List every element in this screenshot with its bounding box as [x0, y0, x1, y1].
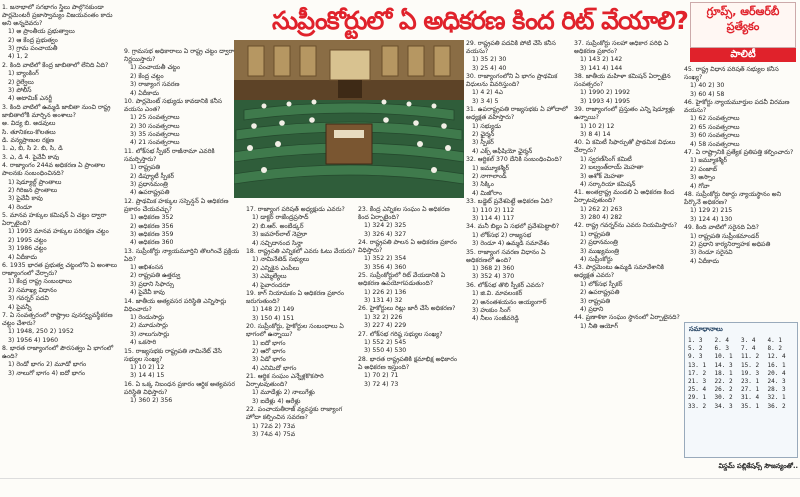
- question-text: 38. జాతీయ మహిళా కమిషన్ ఏర్పాటైన సంవత్సరం?: [574, 73, 671, 89]
- question-text: 27. లోక్‌సభ గరిష్ఠ సభ్యుల సంఖ్య?: [358, 330, 443, 338]
- question-text: 19. కాగ్ నియామకం ఏ అధికరణ ప్రకారం జరుగుతుంది?: [246, 290, 344, 305]
- question-option: 3) 35 సంవత్సరాలు: [130, 131, 180, 139]
- question-text: 5. మానవ హక్కుల కమిషన్ ఏ చట్టం ద్వారా ఏర్పాటైంది?: [2, 212, 107, 228]
- question-option: 3) 326 4) 327: [364, 230, 407, 238]
- question-option: 2) ఎన్నికైన ఎంపీలు: [252, 264, 300, 272]
- question-text: 43. పార్లమెంటు ఉమ్మడి సమావేశానికి అధ్యక్షత ఎవరు?: [574, 264, 665, 280]
- question-text: 1. జనాభాలో సగభాగం స్త్రీలు పాల్గొనకుండా పార్లమెంటరీ ప్రజాస్వామ్యం విజయవంతం కాదు అని అన్నదెవరు?: [2, 4, 113, 27]
- question-option: 4) ఎనిమిదో భాగం: [252, 364, 297, 372]
- question-column-7: [684, 66, 796, 320]
- question-option: 37. సుప్రీంకోర్టు సలహా అధికార పరిధి ఏ అధికరణ ప్రకారం?: [574, 40, 669, 55]
- question-option: 3) పోలీస్: [8, 87, 32, 95]
- question-option: 2) అనంతశయనం అయ్యంగార్: [472, 298, 547, 306]
- question-option: 48. సుప్రీంకోర్టు రికార్డు న్యాయస్థానం అని పేర్కొనే అధికరణ?: [684, 191, 782, 206]
- question-option: 2) రాష్ట్రపతి ఉత్తర్వు: [130, 272, 181, 280]
- question-text: 34. మనీ బిల్లు ఏ సభలో ప్రవేశపెట్టాలి?: [466, 223, 560, 231]
- question-text: 31. ఉపరాష్ట్రపతి రాజ్యసభకు ఏ హోదాలో అధ్యక్షత వహిస్తారు?: [466, 106, 568, 122]
- question-option: 3) 150 4) 151: [252, 314, 295, 322]
- question-option: 3) ఐదేళ్లు 4) ఆరేళ్లు: [252, 397, 301, 405]
- question-option: 3) 1986 చట్టం: [8, 245, 47, 253]
- question-option: 3) 74వ 4) 75వ: [252, 430, 296, 438]
- question-text: సి. తూనికలు-కొలతలు: [2, 128, 56, 136]
- question-option: 3) గవర్నర్ పదవి: [8, 295, 49, 303]
- question-option: 4) 21 సంవత్సరాలు: [130, 139, 180, 147]
- question-option: 3) స్పీకర్: [472, 139, 494, 147]
- question-option: 3) అధికరణ 359: [130, 230, 174, 238]
- question-text: 11. లోక్‌సభ స్పీకర్ రాజీనామా ఎవరికి సమర్పిస్తారు?: [124, 147, 215, 163]
- question-option: 2) డిప్యూటీ స్పీకర్: [130, 172, 175, 180]
- question-option: 3) 3 4) 5: [472, 97, 499, 105]
- question-option: 3) 280 4) 282: [580, 214, 623, 222]
- question-text: 36. లోక్‌సభ తొలి స్పీకర్ ఎవరు?: [466, 281, 545, 289]
- question-text: 4. రాజ్యాంగం 244వ అధికరణ ఏ ప్రాంతాల పాలనకు సంబంధించినది?: [2, 162, 106, 178]
- question-text: 39. రాజ్యాంగంలో ప్రస్తుతం ఎన్ని షెడ్యూళ్లు ఉన్నాయి?: [574, 106, 675, 122]
- question-text: 28. భారత రాష్ట్రపతికి క్షమాభిక్ష అధికారం ఏ అధికరణ ఇస్తుంది?: [358, 355, 458, 371]
- question-option: 3) రాజ్యాంగ సవరణ: [130, 81, 180, 89]
- question-option: 3) హుకుం సింగ్: [472, 307, 511, 314]
- question-option: 3) రెండూ 4) ఉమ్మడి సమావేశం: [472, 240, 550, 248]
- question-option: 4) ఒకసారి: [130, 339, 157, 347]
- answer-key-grid: [688, 337, 794, 410]
- question-option: 3) గ్రామ పంచాయతీ: [8, 45, 58, 53]
- answer-entry: 4. 1: [767, 337, 782, 344]
- question-option: 1) జమ్మూకశ్మీర్: [472, 164, 509, 172]
- answer-entry: 23. 1: [741, 377, 760, 385]
- question-option: 1) లోక్‌సభ 2) రాజ్యసభ: [472, 231, 532, 239]
- answer-entry: 11. 2: [741, 353, 760, 361]
- answer-entry: 5. 2: [688, 345, 703, 353]
- question-option: 4) పైవారందరూ: [252, 281, 291, 289]
- question-text: 44. ప్రణాళికా సంఘం స్థానంలో ఏర్పాటైనది?: [574, 314, 680, 322]
- exam-group-label: గ్రూప్స్, ఆర్‌ఆర్‌బీ: [706, 5, 780, 18]
- answer-entry: 15. 2: [741, 361, 760, 369]
- question-option: 1) 70 2) 71: [364, 372, 399, 380]
- question-option: 3) జవహర్‌లాల్ నెహ్రూ: [252, 231, 308, 239]
- question-option: 1) 368 2) 360: [472, 264, 515, 272]
- question-option: 1) నీతి ఆయోగ్: [580, 322, 618, 330]
- question-option: 1) 129 2) 215: [690, 207, 733, 215]
- question-option: 4) రెండూ: [8, 203, 32, 211]
- question-option: 2) ప్రధాని కార్యనిర్వాహక అధిపతి: [690, 241, 771, 249]
- question-option: 13. సుప్రీంకోర్టు న్యాయమూర్తిని తొలగించే ప్రక్రియ ఏది?: [124, 247, 240, 263]
- question-option: 4) ఏదీకాదు: [8, 253, 37, 261]
- question-option: 3) 1956 4) 1960: [8, 336, 59, 344]
- question-option: 1) అ ప్రాంతీయ ప్రభుత్వాలు: [8, 28, 75, 36]
- question-option: 3) అశోక్ మెహతా: [580, 172, 624, 180]
- question-option: 3) 60 4) 58: [690, 90, 725, 98]
- question-option: 3) 124 4) 130: [690, 215, 733, 223]
- question-option: 4) నీలం సంజీవరెడ్డి: [472, 315, 519, 323]
- question-option: 3) 60 సంవత్సరాలు: [690, 132, 740, 140]
- question-option: 3) 14 4) 15: [130, 372, 165, 380]
- answer-entry: 6. 3: [714, 345, 729, 353]
- question-text: 7. ఏ సంవత్సరంలో రాష్ట్రాల పునర్వ్యవస్థీకరణ చట్టం చేశారు?: [2, 312, 113, 327]
- question-option: 3) సిక్కిం: [472, 181, 494, 189]
- question-option: 2) కేంద్ర చట్టం: [130, 72, 164, 80]
- question-option: 1) 226 2) 136: [364, 288, 407, 296]
- question-option: 1) 1948, 250 2) 1952: [8, 328, 74, 336]
- question-text: 17. రాజ్యాంగ పరిషత్ అధ్యక్షుడు ఎవరు?: [246, 206, 345, 213]
- question-option: 3) రాష్ట్రపతి: [580, 297, 611, 305]
- question-option: 1) రెండో భాగం 2) మూడో భాగం: [8, 361, 87, 369]
- question-option: 4) ఉపరాష్ట్రపతి: [130, 189, 170, 197]
- question-text: 24. రాష్ట్రపతి పాలన ఏ అధికరణ ప్రకారం విధిస్తారు?: [358, 239, 457, 255]
- answer-entry: 26. 2: [714, 386, 733, 394]
- question-option: 3) 1993 4) 1995: [580, 97, 631, 105]
- question-option: 1. ఎ, బి, సి 2. బి, సి, డి: [2, 145, 63, 153]
- publisher-credit: విస్డమ్ పబ్లికేషన్స్ సౌజన్యంతో..: [718, 462, 798, 470]
- question-option: 1) రాష్ట్రపతి: [580, 230, 611, 238]
- question-option: 3) 72 4) 73: [364, 380, 399, 388]
- question-option: 1) అధికరణ 352: [130, 214, 174, 222]
- question-option: 1) బ్యాంకింగ్: [8, 70, 39, 78]
- question-text: 14. జాతీయ అత్యవసర పరిస్థితి ఎన్నిసార్లు విధించారు?: [124, 297, 227, 313]
- question-option: 1) 262 2) 263: [580, 205, 623, 213]
- question-text: 30. రాజ్యాంగంలోని ఏ భాగం ప్రాథమిక విధులను వివరిస్తుంది?: [466, 73, 558, 89]
- question-option: 3) ఏడో భాగం: [252, 356, 286, 364]
- answer-entry: 7. 4: [741, 345, 756, 353]
- answer-entry: 28. 3: [767, 386, 786, 394]
- section-tag-box: [690, 2, 796, 48]
- question-text: 35. రాజ్యాంగ సవరణ విధానం ఏ అధికరణలో ఉంది?: [466, 248, 546, 264]
- answer-entry: 36. 2: [767, 402, 786, 410]
- question-option: 3) నాలుగుసార్లు: [130, 330, 170, 338]
- answer-entry: 12. 4: [767, 353, 786, 361]
- question-option: 1) 40 2) 30: [690, 82, 725, 90]
- page-divider: [0, 478, 800, 479]
- question-option: 2) బల్వంత్‌రాయ్ మెహతా: [580, 164, 644, 172]
- question-option: 2) ఛైర్మన్: [472, 130, 495, 138]
- answer-entry: 25. 4: [688, 386, 707, 394]
- question-option: 1) 72వ 2) 73వ: [252, 422, 296, 430]
- article-headline: సుప్రీంకోర్టులో ఏ అధికరణ కింద రిట్ వేయాలి?: [272, 6, 688, 35]
- answer-entry: 14. 3: [714, 361, 733, 369]
- question-option: 1) రాష్ట్రపతి సుప్రీంకమాండర్: [690, 232, 760, 240]
- question-option: 3) ప్రధాని సిఫార్సు: [130, 280, 175, 288]
- question-option: 3) ప్రధానమంత్రి: [130, 181, 168, 188]
- question-option: 2) పంజాబ్: [690, 165, 717, 173]
- question-text: 32. ఆర్టికల్ 370 దేనికి సంబంధించింది?: [466, 156, 562, 164]
- question-option: 3. ఎ, డి 4. పైవేవీ కావు: [2, 153, 60, 161]
- question-text: 2. కింది వాటిలో కేంద్ర జాబితాలో లేనిది ఏది?: [2, 61, 109, 69]
- answer-entry: 21. 3: [688, 377, 707, 385]
- question-text: డి. వన్యప్రాణుల రక్షణ: [2, 137, 55, 144]
- question-option: 1) 32 2) 226: [364, 313, 403, 321]
- question-option: 1) రాష్ట్రపతి: [130, 164, 161, 172]
- question-option: 1) 1990 2) 1992: [580, 89, 631, 97]
- question-option: 1) 1993 మానవ హక్కుల పరిరక్షణ చట్టం: [8, 228, 109, 236]
- question-option: 3) ముఖ్యమంత్రి: [580, 247, 619, 255]
- answer-entry: 17. 2: [688, 369, 707, 377]
- question-option: 4) ఏదీకాదు: [130, 89, 159, 97]
- question-option: 4) సచ్చిదానంద సిన్హా: [252, 239, 303, 247]
- answer-entry: 16. 1: [767, 361, 786, 369]
- question-option: 1) మూడేళ్లు 2) నాలుగేళ్లు: [252, 389, 315, 397]
- answer-entry: 34. 3: [714, 402, 733, 410]
- question-text: 23. కేంద్ర ఎన్నికల సంఘం ఏ అధికరణ కింద ఏర్పాటైంది?: [358, 206, 450, 221]
- question-option: 1) కేంద్ర రాష్ట్ర సంబంధాలు: [8, 278, 72, 286]
- parliament-photo: [234, 40, 464, 198]
- question-option: 1) లోక్‌సభ స్పీకర్: [580, 280, 623, 288]
- answer-entry: 18. 1: [714, 369, 733, 377]
- question-option: 3) 8 4) 14: [580, 130, 611, 138]
- question-text: 15. రాజ్యసభకు రాష్ట్రపతి నామినేట్ చేసే సభ్యుల సంఖ్య?: [124, 347, 222, 363]
- question-option: 2) బి.ఆర్. అంబేడ్కర్: [252, 222, 304, 230]
- question-column-4: [358, 206, 462, 474]
- question-option: 2) 65 సంవత్సరాలు: [690, 123, 740, 131]
- question-option: 1) షెడ్యూల్డ్ ప్రాంతాలు: [8, 178, 62, 186]
- question-option: 4) సుప్రీంకోర్టు: [580, 256, 613, 264]
- answer-entry: 27. 1: [741, 386, 760, 394]
- question-option: 4) సర్కారియా కమిషన్: [580, 180, 636, 188]
- question-option: 4) అటామిక్ ఎనర్జీ: [8, 95, 52, 103]
- question-option: 4) అధికరణ 360: [130, 239, 174, 247]
- question-option: 2) నాగాలాండ్: [472, 173, 507, 180]
- question-text: 9. గ్రామసభ అధికారాలు ఏ రాష్ట్ర చట్టం ద్వారా నిర్ణయిస్తారు?: [124, 48, 235, 63]
- question-text: 29. రాష్ట్రపతి పదవికి పోటీ చేసే కనీస వయసు?: [466, 40, 556, 55]
- answer-entry: 22. 2: [714, 377, 733, 385]
- question-option: 2) సమాఖ్య విధానం: [8, 286, 57, 294]
- question-option: 1) అభిశంసన: [130, 264, 164, 272]
- question-column-2: [124, 48, 242, 474]
- question-option: 2) ఉపరాష్ట్రపతి: [580, 289, 620, 297]
- question-option: 1) 324 2) 325: [364, 222, 407, 230]
- question-text: 21. ఆర్థిక సంఘం ఎన్నేళ్లకొకసారి ఏర్పాటవుతుంది?: [246, 373, 324, 389]
- question-text: 18. రాష్ట్రపతి ఎన్నికలో ఎవరు ఓటు వేయరు?: [246, 248, 356, 256]
- question-option: 4) ఏదీకాదు: [690, 257, 719, 265]
- question-option: 1) జి.వి. మావలంకర్: [472, 290, 523, 298]
- question-text: 42. రాష్ట్ర గవర్నర్‌ను ఎవరు నియమిస్తారు?: [574, 222, 678, 230]
- question-column-6: [574, 40, 680, 474]
- answer-entry: 2. 4: [714, 337, 729, 344]
- question-option: 1) సభ్యుడు: [472, 122, 501, 130]
- question-text: 6. 1935 భారత ప్రభుత్వ చట్టంలోని ఏ అంశాలు రాజ్యాంగంలో చేర్చారు?: [2, 262, 118, 277]
- question-option: 3) 25 4) 40: [472, 64, 507, 72]
- answer-entry: 9. 3: [688, 353, 703, 361]
- answer-entry: 3. 4: [741, 337, 756, 344]
- answer-entry: 13. 1: [688, 361, 707, 369]
- question-option: 3) ఎమ్మెల్యేలు: [252, 273, 287, 281]
- answer-entry: 1. 3: [688, 337, 703, 344]
- question-column-5: [466, 40, 570, 474]
- question-text: 41. అంతర్రాష్ట్ర మండలి ఏ అధికరణ కింద ఏర్పాటవుతుంది?: [574, 189, 675, 205]
- question-option: 3) 352 4) 370: [472, 273, 515, 281]
- answer-entry: 30. 2: [714, 394, 733, 402]
- question-option: 3) 114 4) 117: [472, 215, 515, 223]
- question-text: 40. ఏ కమిటీ సిఫార్సుతో ప్రాథమిక విధులు చేర్చారు?: [574, 139, 676, 155]
- question-option: 1) డాక్టర్ రాజేంద్రప్రసాద్: [252, 214, 309, 222]
- question-text: 45. రాష్ట్ర విధాన పరిషత్ సభ్యుల కనీస సంఖ్య?: [684, 66, 779, 81]
- question-option: 1) 62 సంవత్సరాలు: [690, 115, 740, 123]
- question-option: 2) 1995 చట్టం: [8, 236, 47, 244]
- parliament-chamber-illustration: [234, 40, 464, 198]
- question-option: 2) రైల్వేలు: [8, 78, 34, 86]
- question-option: 4) 1, 2: [8, 53, 29, 61]
- question-option: 3) 141 4) 144: [580, 64, 623, 72]
- question-option: 1) 10 2) 12: [580, 122, 615, 130]
- special-label: ప్రత్యేకం: [726, 20, 760, 33]
- answer-entry: 35. 1: [741, 402, 760, 410]
- question-text: 46. హైకోర్టు న్యాయమూర్తుల పదవీ విరమణ వయసు?: [684, 99, 790, 115]
- question-text: 16. ఏ ఒక్క నిబంధన ప్రకారం ఆర్థిక అత్యవసర పరిస్థితి విధిస్తారు?: [124, 380, 236, 396]
- question-text: 47. ఏ రాష్ట్రానికి ప్రత్యేక ప్రతిపత్తి కల్పించారు?: [684, 149, 794, 157]
- question-text: 12. ప్రాథమిక హక్కుల సస్పెన్షన్ ఏ అధికరణ ప్రకారం చేయవచ్చు?: [124, 197, 229, 213]
- question-option: 2) మూడుసార్లు: [130, 322, 168, 330]
- answer-key-box: [684, 322, 798, 458]
- question-text: 26. హైకోర్టులు రిట్లు జారీ చేసే అధికరణ?: [358, 305, 456, 313]
- question-option: 1) 35 2) 30: [472, 56, 507, 64]
- question-option: 3) పైవేవీ కావు: [8, 195, 43, 203]
- question-text: 8. భారత రాజ్యాంగంలో పౌరసత్వం ఏ భాగంలో ఉంది?: [2, 345, 114, 361]
- subject-tag: పాలిటీ: [690, 48, 796, 62]
- question-option: 2) గిరిజన ప్రాంతాలు: [8, 186, 58, 194]
- question-column-1: [2, 4, 120, 474]
- question-option: 2) ప్రధానమంత్రి: [580, 239, 618, 247]
- answer-entry: 10. 1: [714, 353, 733, 361]
- question-option: 3) రెండూ సరైనవి: [690, 249, 733, 257]
- question-column-3: [246, 206, 356, 474]
- question-option: 3) 550 4) 530: [364, 347, 407, 355]
- question-option: 1) 360 2) 356: [130, 397, 173, 405]
- question-option: 1) జమ్మూకశ్మీర్: [690, 157, 727, 165]
- question-option: 2) 30 సంవత్సరాలు: [130, 122, 180, 130]
- question-option: 4) ప్రధాని: [580, 306, 604, 313]
- question-option: 3) 356 4) 360: [364, 263, 407, 271]
- question-option: 1) 4 2) 4ఎ: [472, 89, 503, 97]
- question-text: 3. కింది వాటిలో ఉమ్మడి జాబితా నుంచి రాష్ట్ర జాబితాలోకి మార్చిన అంశాలు?: [2, 103, 111, 119]
- question-option: 1) 25 సంవత్సరాలు: [130, 114, 180, 122]
- question-option: 25. సుప్రీంకోర్టులో రిట్ వేయడానికి ఏ అధికరణ ఉపయోగపడుతుంది?: [358, 272, 446, 288]
- question-option: 1) 143 2) 142: [580, 56, 623, 64]
- question-option: 1) 110 2) 112: [472, 206, 515, 214]
- question-option: 4) 58 సంవత్సరాలు: [690, 140, 740, 148]
- question-option: 3) అస్సాం: [690, 174, 716, 182]
- question-text: 22. పంచాయతీరాజ్ వ్యవస్థకు రాజ్యాంగ హోదా కల్పించిన సవరణ?: [246, 406, 343, 422]
- answer-entry: 32. 1: [767, 394, 786, 402]
- question-option: 1) రెండుసార్లు: [130, 314, 165, 321]
- question-option: 1) 552 2) 545: [364, 339, 407, 346]
- question-text: 10. పార్లమెంట్ సభ్యుడు కావడానికి కనీస వయసు ఎంత?: [124, 97, 223, 113]
- question-option: 1) 352 2) 354: [364, 255, 407, 263]
- question-option: 4) గోవా: [690, 182, 710, 190]
- question-text: అ. విద్య బి. అడవులు: [2, 120, 56, 128]
- answer-entry: 20. 4: [767, 369, 786, 377]
- question-option: 4) మిజోరాం: [472, 189, 503, 197]
- answer-entry: 31. 4: [741, 394, 760, 402]
- answer-entry: 29. 1: [688, 394, 707, 402]
- question-option: 1) పంచాయతీ చట్టం: [130, 64, 181, 72]
- question-option: 2) అధికరణ 356: [130, 222, 174, 230]
- answer-entry: 8. 2: [767, 345, 782, 353]
- question-option: 4) ఎక్స్ అఫీషియో ఛైర్మన్: [472, 147, 533, 155]
- question-option: 33. బడ్జెట్ ప్రవేశపెట్టే అధికరణ ఏది?: [466, 198, 553, 206]
- answer-entry: 24. 3: [767, 377, 786, 385]
- question-option: 2) ఆరో భాగం: [252, 347, 286, 355]
- question-text: 49. కింది వాటిలో సరైనది ఏది?: [684, 224, 759, 232]
- question-option: 1) స్వరణ్‌సింగ్ కమిటీ: [580, 155, 632, 163]
- question-option: 2) ఆ కేంద్ర ప్రభుత్వం: [8, 36, 58, 44]
- question-option: 3) 131 4) 32: [364, 296, 403, 304]
- question-option: 1) 10 2) 12: [130, 363, 165, 371]
- question-option: 1) నామినేటెడ్ సభ్యులు: [252, 256, 310, 264]
- question-option: 3) నాలుగో భాగం 4) ఐదో భాగం: [8, 369, 86, 377]
- answer-key-title: సమాధానాలు: [689, 325, 723, 333]
- question-option: 1) ఐదో భాగం: [252, 339, 286, 347]
- answer-entry: 33. 2: [688, 402, 707, 410]
- question-option: 3) 227 4) 229: [364, 322, 407, 330]
- question-option: 4) పైవన్నీ: [8, 303, 32, 311]
- question-option: 1) 148 2) 149: [252, 306, 295, 314]
- question-option: 20. సుప్రీంకోర్టు, హైకోర్టుల సంబంధాలు ఏ భాగంలో ఉన్నాయి?: [246, 323, 344, 339]
- question-option: 4) పైవేవీ కావు: [130, 289, 165, 297]
- answer-entry: 19. 3: [741, 369, 760, 377]
